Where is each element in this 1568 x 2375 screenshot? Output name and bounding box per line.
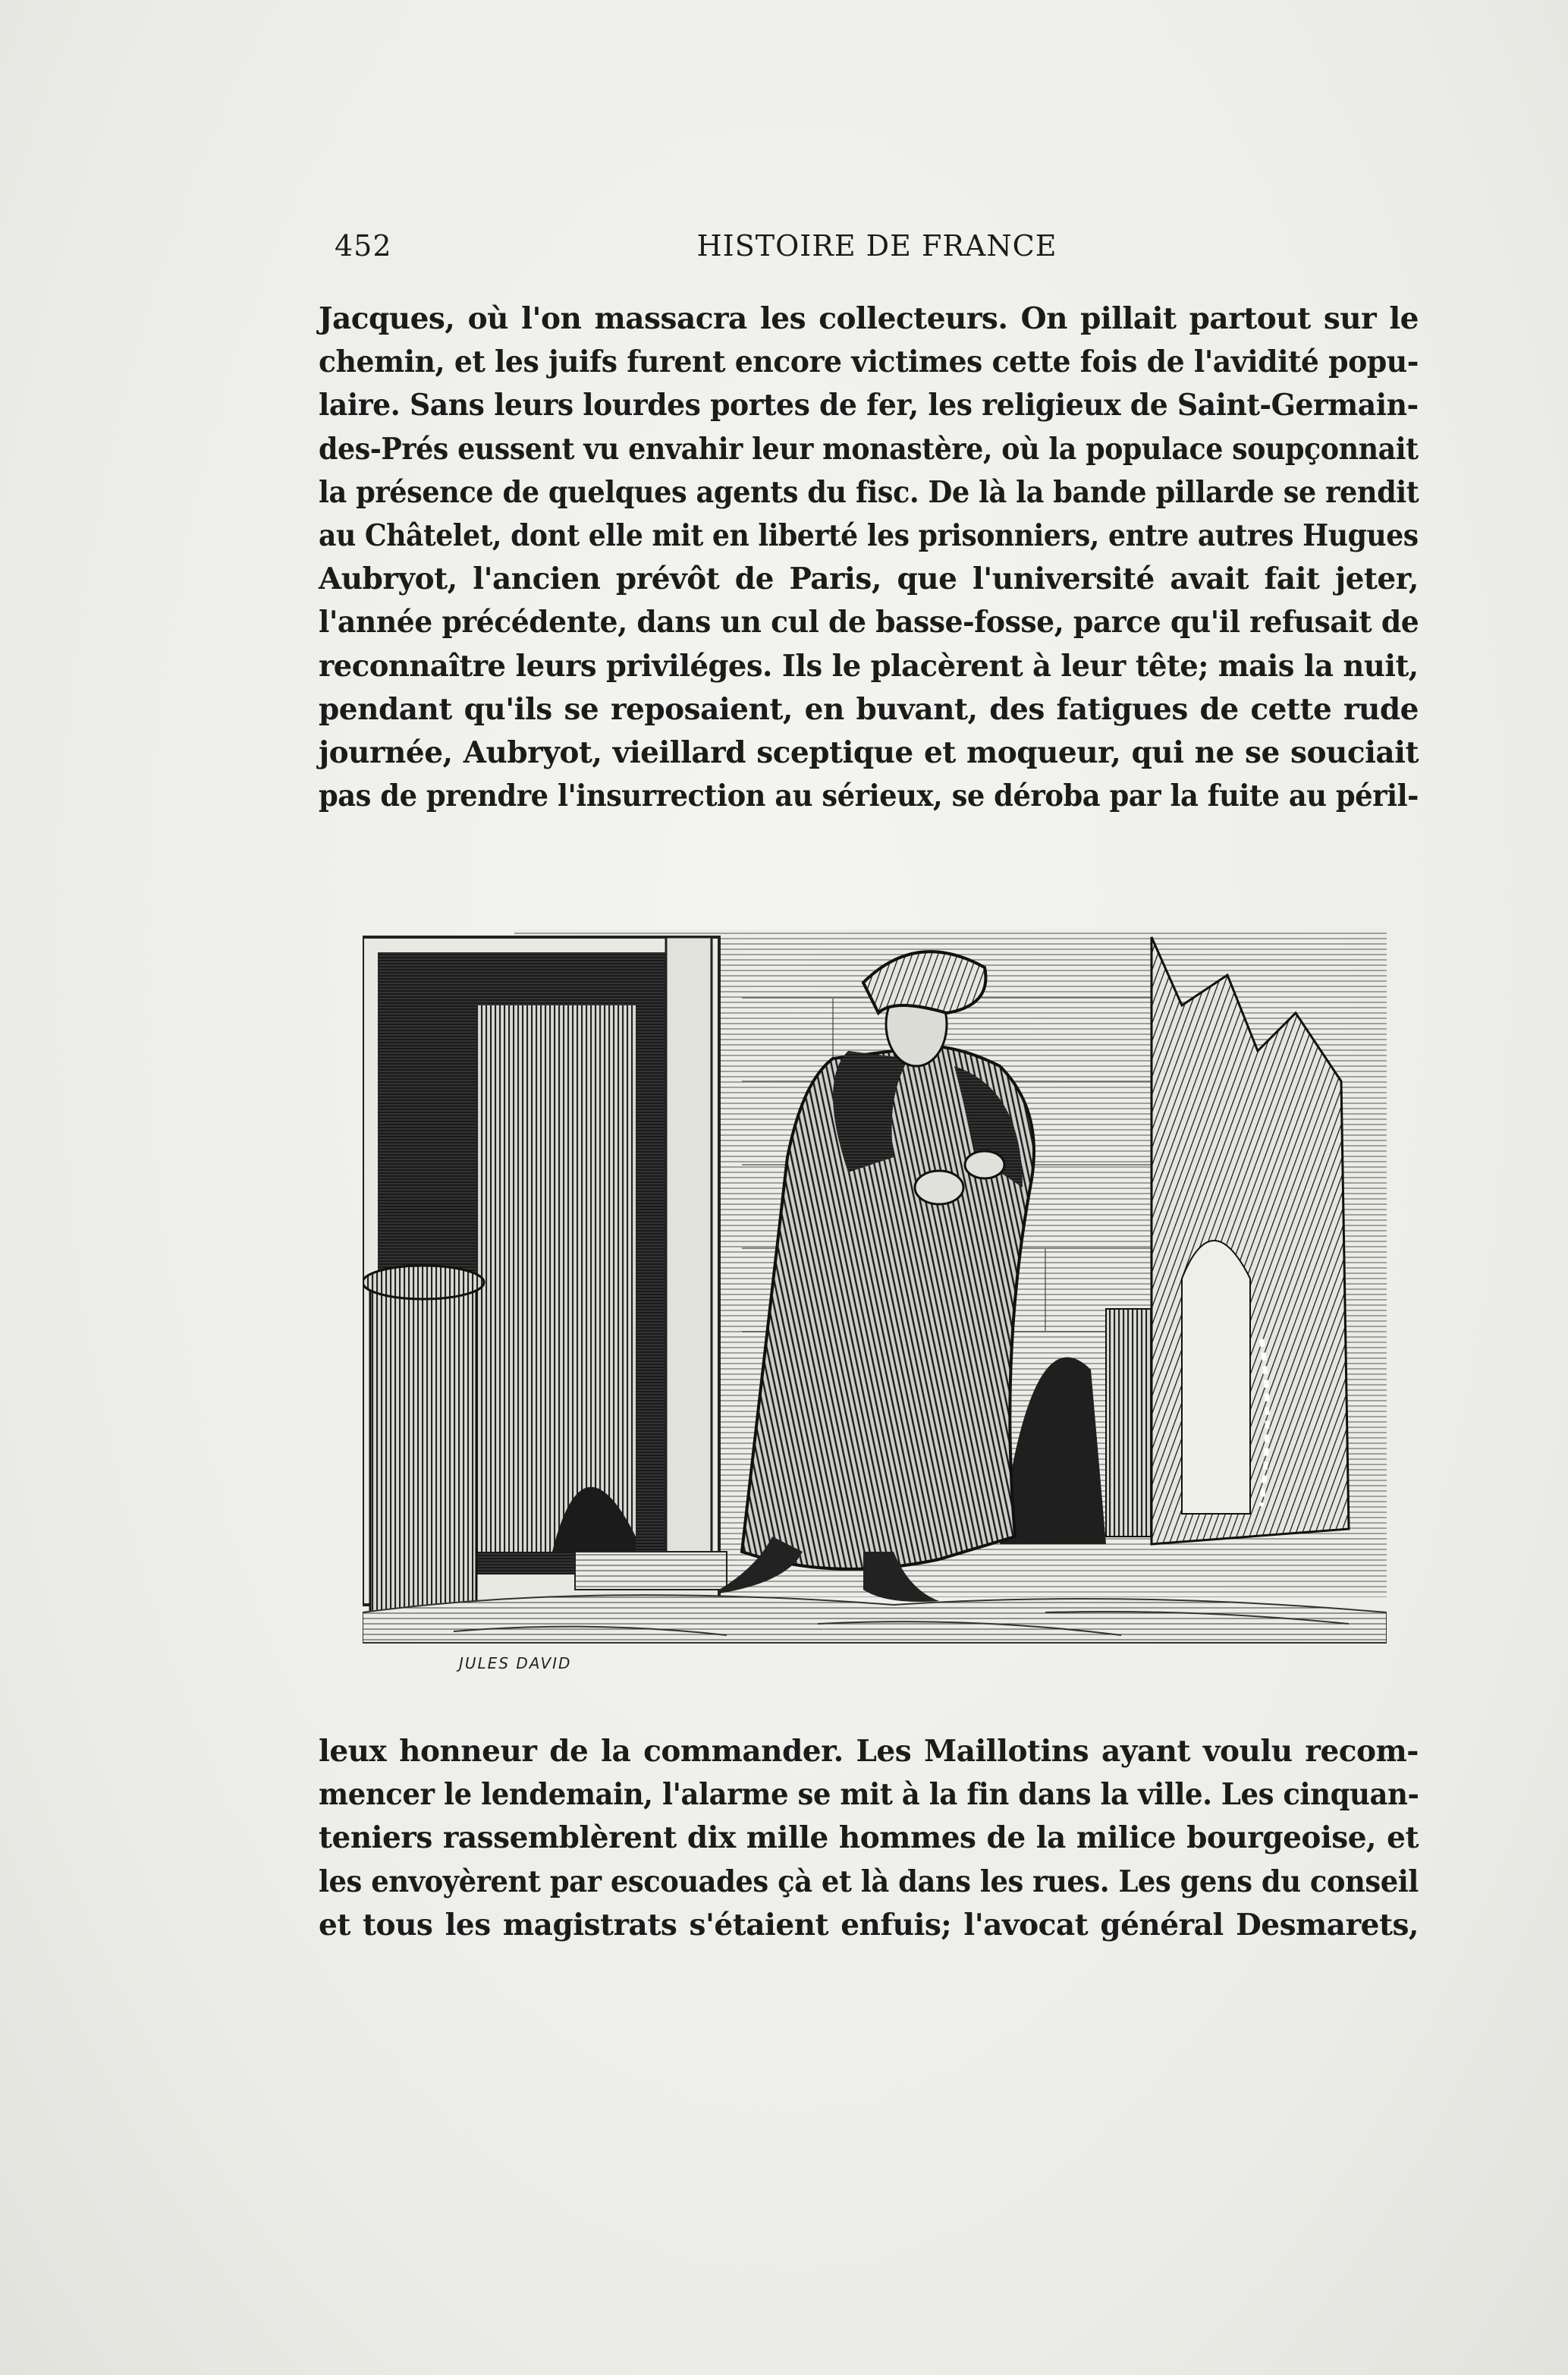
text-line: la présence de quelques agents du fisc. De là la bande pillarde se rendit [319, 474, 1419, 510]
text-line: au Châtelet, dont elle mit en liberté les prisonniers, entre autres Hugues [319, 517, 1419, 553]
text-line: des-Prés eussent vu envahir leur monastère, où la populace soupçonnait [319, 431, 1419, 467]
text-line: chemin, et les juifs furent encore victimes cette fois de l'avidité popu- [319, 344, 1419, 380]
running-head: HISTOIRE DE FRANCE [696, 229, 1057, 263]
engraver-signature: JULES DAVID [459, 1654, 572, 1672]
text-line: laire. Sans leurs lourdes portes de fer, les religieux de Saint-Germain- [319, 388, 1419, 423]
text-line: Jacques, où l'on massacra les collecteurs. On pillait partout sur le [319, 301, 1419, 336]
text-line: les envoyèrent par escouades çà et là dans les rues. Les gens du conseil [319, 1864, 1419, 1899]
text-line: Aubryot, l'ancien prévôt de Paris, que l'université avait fait jeter, [319, 562, 1419, 597]
text-line: l'année précédente, dans un cul de basse-fosse, parce qu'il refusait de [319, 605, 1419, 640]
text-line: et tous les magistrats s'étaient enfuis; l'avocat général Desmarets, [319, 1907, 1419, 1942]
text-line: journée, Aubryot, vieillard sceptique et moqueur, qui ne se souciait [319, 735, 1419, 770]
text-block-top [319, 297, 1419, 818]
page-header [331, 222, 1423, 275]
text-line: reconnaître leurs priviléges. Ils le placèrent à leur tête; mais la nuit, [319, 648, 1419, 684]
text-block-bottom [319, 1730, 1419, 1947]
text-line: pas de prendre l'insurrection au sérieux, se déroba par la fuite au péril- [319, 779, 1419, 814]
text-line: teniers rassemblèrent dix mille hommes de la milice bourgeoise, et [319, 1820, 1419, 1856]
engraving-illustration [363, 884, 1387, 1658]
engraving-drawing [363, 884, 1387, 1658]
page-number: 452 [335, 229, 392, 263]
text-line: pendant qu'ils se reposaient, en buvant, des fatigues de cette rude [319, 691, 1419, 727]
text-line: mencer le lendemain, l'alarme se mit à la fin dans la ville. Les cinquan- [319, 1777, 1419, 1813]
text-line: leux honneur de la commander. Les Maillotins ayant voulu recom- [319, 1734, 1419, 1769]
